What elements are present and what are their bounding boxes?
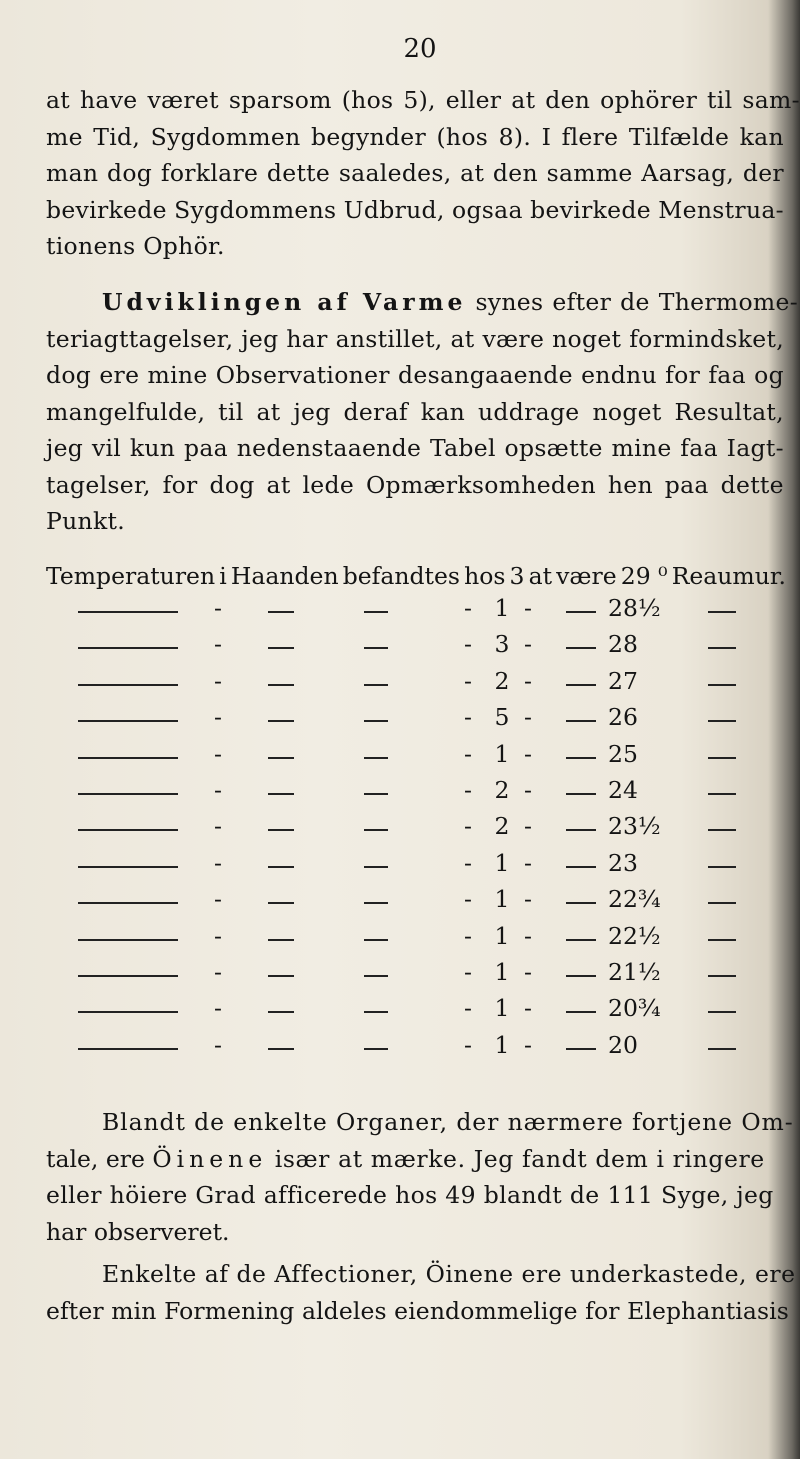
temperature-value: 27 — [608, 666, 638, 695]
header-word: i — [219, 562, 227, 590]
ditto-mark: - — [464, 666, 472, 695]
word: at — [450, 324, 475, 353]
ditto-mark: - — [464, 994, 472, 1023]
table-row — [46, 849, 786, 885]
word: de — [620, 288, 650, 316]
word: opsætte — [504, 434, 603, 462]
ditto-dash — [364, 757, 388, 759]
table-row — [46, 885, 786, 921]
ditto-dash — [364, 793, 388, 795]
word: formindsket, — [629, 324, 784, 353]
paragraph-eyes-line-4 — [46, 1214, 786, 1251]
text-line: især at mærke. Jeg fandt dem i ringere — [274, 1144, 765, 1173]
temperature-value: 28 — [608, 630, 638, 659]
ditto-dash — [708, 611, 736, 613]
table-row — [46, 594, 786, 630]
text-line: Blandt de enkelte Organer, der nærmere fortjene Om- — [102, 1108, 794, 1136]
ditto-mark: - — [464, 921, 472, 950]
word: for — [665, 361, 701, 389]
ditto-mark: - — [214, 812, 222, 841]
ditto-mark: - — [214, 703, 222, 732]
patient-count: 1 — [494, 594, 510, 622]
text-line: har observeret. — [46, 1217, 230, 1246]
ditto-mark: - — [214, 958, 222, 986]
ditto-mark: - — [524, 739, 532, 768]
ditto-dash — [566, 793, 596, 795]
patient-count: 2 — [494, 776, 510, 804]
header-word: Haanden — [230, 562, 339, 590]
ditto-mark: - — [464, 703, 472, 732]
word: 8). — [498, 122, 532, 151]
ditto-mark: - — [464, 848, 472, 877]
ditto-dash — [364, 866, 388, 868]
word: kan — [739, 122, 784, 151]
table-row — [46, 994, 786, 1030]
word: Tid, — [93, 122, 141, 151]
ditto-dash — [78, 793, 178, 795]
table-row — [46, 812, 786, 848]
temperature-value: 23 — [608, 848, 638, 877]
ditto-dash — [566, 757, 596, 759]
ditto-mark: - — [464, 885, 472, 914]
word: Resultat, — [674, 397, 784, 426]
ditto-dash — [78, 611, 178, 613]
ditto-mark: - — [524, 921, 532, 950]
ditto-dash — [708, 866, 736, 868]
ditto-mark: - — [214, 739, 222, 768]
ditto-mark: - — [524, 703, 532, 732]
table-row — [46, 776, 786, 812]
ditto-dash — [78, 902, 178, 904]
word: at — [511, 86, 536, 114]
section-eyes — [46, 1104, 796, 1329]
word: tionens — [46, 232, 136, 260]
word: efter — [552, 288, 612, 316]
ditto-dash — [708, 902, 736, 904]
text-line — [46, 394, 784, 431]
patient-count: 2 — [494, 666, 510, 695]
paragraph-eyes-line-2 — [46, 1141, 786, 1178]
ditto-dash — [268, 793, 294, 795]
paragraph-heat — [46, 284, 798, 540]
page-number: 20 — [403, 34, 437, 64]
word: nedenstaaende — [236, 434, 422, 462]
word: noget — [592, 397, 662, 426]
word: at — [460, 159, 485, 187]
ditto-dash — [364, 1048, 388, 1050]
word: at — [256, 397, 281, 426]
ditto-mark: - — [464, 776, 472, 804]
ditto-dash — [566, 1011, 596, 1013]
temperature-value: 23½ — [608, 812, 661, 841]
paragraph-eyes-line-1 — [46, 1104, 794, 1141]
ditto-dash — [364, 829, 388, 831]
patient-count: 1 — [494, 958, 510, 986]
text-line: Enkelte af de Affectioner, Öinene ere underkastede, ere — [102, 1260, 796, 1288]
ditto-dash — [364, 720, 388, 722]
ditto-dash — [78, 1011, 178, 1013]
word: kun — [129, 434, 176, 462]
word: og — [754, 361, 784, 389]
patient-count: 1 — [494, 739, 510, 768]
word: bevirkede — [530, 195, 651, 224]
word: faa — [680, 434, 718, 462]
ditto-dash — [708, 757, 736, 759]
ditto-dash — [566, 684, 596, 686]
ditto-dash — [364, 975, 388, 977]
ditto-dash — [268, 684, 294, 686]
ditto-mark: - — [464, 958, 472, 986]
ditto-mark: - — [464, 812, 472, 841]
ditto-mark: - — [524, 1030, 532, 1059]
ditto-dash — [268, 975, 294, 977]
word: (hos — [436, 122, 489, 151]
word: været — [147, 86, 219, 114]
ditto-mark: - — [214, 885, 222, 914]
ditto-dash — [78, 647, 178, 649]
word: faa — [708, 361, 746, 389]
ditto-dash — [78, 939, 178, 941]
word: saaledes, — [338, 159, 452, 187]
word: Ophör. — [143, 232, 225, 260]
word: jeg — [46, 434, 84, 462]
word: den — [545, 86, 591, 114]
text-line — [46, 192, 784, 229]
ditto-dash — [566, 866, 596, 868]
ditto-dash — [364, 939, 388, 941]
word: jeg — [241, 324, 279, 353]
header-word: hos — [464, 562, 506, 590]
temperature-value: 28½ — [608, 594, 661, 622]
word: dog — [46, 361, 92, 389]
word: at — [46, 86, 71, 114]
word: uddrage — [478, 397, 580, 426]
text-line — [46, 321, 784, 358]
ditto-dash — [364, 684, 388, 686]
word: sam- — [742, 86, 800, 114]
ditto-dash — [78, 684, 178, 686]
ditto-mark: - — [214, 594, 222, 622]
word: dette — [720, 470, 784, 499]
word: endnu — [581, 361, 657, 389]
ditto-mark: - — [214, 1030, 222, 1059]
word: have — [79, 86, 138, 114]
ditto-dash — [78, 757, 178, 759]
temperature-value: 22½ — [608, 921, 661, 950]
word: til — [218, 397, 244, 426]
text-line: eller höiere Grad afficerede hos 49 blandt de 111 Syge, jeg — [46, 1181, 774, 1209]
ditto-dash — [364, 647, 388, 649]
word: man — [46, 159, 99, 187]
ditto-dash — [78, 720, 178, 722]
ditto-mark: - — [464, 1030, 472, 1059]
ditto-dash — [566, 902, 596, 904]
ditto-mark: - — [464, 630, 472, 659]
word: at — [266, 470, 291, 499]
ditto-mark: - — [214, 630, 222, 659]
emphasized-word: Öinene — [152, 1144, 268, 1173]
word: for — [162, 470, 198, 499]
ditto-dash — [566, 939, 596, 941]
word: anstillet, — [335, 324, 443, 353]
ditto-dash — [708, 720, 736, 722]
word: I — [541, 122, 552, 151]
word: Tilfælde — [628, 122, 730, 151]
word: Menstrua- — [658, 195, 784, 224]
ditto-dash — [268, 757, 294, 759]
patient-count: 1 — [494, 1030, 510, 1059]
word: Sygdommen — [150, 122, 301, 151]
temperature-value: 24 — [608, 776, 638, 804]
header-word: 3 — [509, 562, 525, 590]
table-row — [46, 1031, 786, 1067]
temperature-value: 25 — [608, 739, 638, 768]
paragraph-eyes-line-3 — [46, 1177, 786, 1214]
ditto-dash — [566, 647, 596, 649]
word: Punkt. — [46, 507, 126, 535]
word: paa — [664, 470, 709, 499]
ditto-mark: - — [214, 776, 222, 804]
ditto-mark: - — [464, 739, 472, 768]
ditto-mark: - — [524, 812, 532, 841]
word: (hos — [341, 86, 394, 114]
ditto-dash — [78, 975, 178, 977]
table-row — [46, 703, 786, 739]
paragraph-menstruation — [46, 82, 800, 265]
word: være — [482, 324, 545, 353]
header-word: være — [556, 562, 617, 590]
word: Thermome- — [658, 288, 798, 316]
word: desangaaende — [398, 361, 573, 389]
text-line — [46, 155, 784, 192]
ditto-dash — [708, 793, 736, 795]
word: noget — [552, 324, 622, 353]
word: begynder — [310, 122, 426, 151]
word: dette — [266, 159, 331, 187]
word: synes — [475, 288, 544, 316]
word: Sygdommens — [174, 195, 337, 224]
ditto-dash — [268, 829, 294, 831]
table-row — [46, 922, 786, 958]
word: ere — [99, 361, 140, 389]
word: forklare — [160, 159, 259, 187]
ditto-dash — [268, 866, 294, 868]
ditto-mark: - — [524, 848, 532, 877]
word: vil — [91, 434, 122, 462]
word: der — [742, 159, 784, 187]
ditto-mark: - — [524, 630, 532, 659]
ditto-mark: - — [524, 958, 532, 986]
text-line — [46, 357, 784, 394]
ditto-dash — [708, 647, 736, 649]
header-word: Temperaturen — [46, 562, 216, 590]
word: deraf — [343, 397, 408, 426]
patient-count: 5 — [494, 703, 510, 732]
temperature-value: 22¾ — [608, 885, 661, 914]
ditto-dash — [268, 902, 294, 904]
patient-count: 1 — [494, 885, 510, 914]
table-row — [46, 740, 786, 776]
ditto-dash — [268, 939, 294, 941]
ditto-dash — [268, 1048, 294, 1050]
patient-count: 2 — [494, 812, 510, 841]
word: 5), — [403, 86, 436, 114]
ditto-mark: - — [524, 594, 532, 622]
text-line — [46, 503, 784, 540]
ditto-dash — [78, 829, 178, 831]
word: ogsaa — [452, 195, 523, 224]
word: har — [286, 324, 328, 353]
word: eller — [445, 86, 502, 114]
word: den — [492, 159, 538, 187]
word: me — [46, 122, 83, 151]
table-row — [46, 630, 786, 666]
paragraph-affections-line-1 — [46, 1256, 796, 1293]
ditto-mark: - — [464, 594, 472, 622]
text-line: tale, ere — [46, 1144, 145, 1173]
word: lede — [302, 470, 355, 499]
word: dog — [107, 159, 153, 187]
paragraph-affections-line-2 — [46, 1293, 789, 1330]
ditto-dash — [78, 866, 178, 868]
text-line — [46, 467, 784, 504]
ditto-dash — [708, 939, 736, 941]
text-line — [46, 82, 800, 119]
ditto-dash — [364, 902, 388, 904]
ditto-dash — [708, 829, 736, 831]
ditto-dash — [566, 1048, 596, 1050]
patient-count: 1 — [494, 994, 510, 1023]
ditto-dash — [78, 1048, 178, 1050]
temperature-value: 20 — [608, 1030, 638, 1059]
ditto-mark: - — [524, 776, 532, 804]
ditto-dash — [268, 611, 294, 613]
word: dog — [209, 470, 255, 499]
word: mine — [147, 361, 208, 389]
header-word: befandtes — [342, 562, 460, 590]
temperature-value: 21½ — [608, 958, 661, 986]
table-header — [46, 562, 786, 590]
text-line — [46, 228, 784, 265]
ditto-mark: - — [214, 921, 222, 950]
text-line — [46, 119, 784, 156]
table-row — [46, 667, 786, 703]
ditto-dash — [566, 975, 596, 977]
ditto-dash — [708, 1011, 736, 1013]
word: jeg — [293, 397, 331, 426]
ditto-mark: - — [214, 994, 222, 1023]
word: Opmærksomheden — [365, 470, 596, 499]
patient-count: 1 — [494, 921, 510, 950]
word: tagelser, — [46, 470, 151, 499]
word: flere — [561, 122, 619, 151]
word: hen — [607, 470, 653, 499]
temperature-value: 20¾ — [608, 994, 661, 1023]
word: teriagttagelser, — [46, 324, 234, 353]
header-word: Reaumur. — [671, 562, 786, 590]
ditto-dash — [708, 1048, 736, 1050]
ditto-dash — [566, 829, 596, 831]
word: mangelfulde, — [46, 397, 206, 426]
word: Aarsag, — [641, 159, 735, 187]
ditto-dash — [364, 611, 388, 613]
word: ophörer — [600, 86, 698, 114]
ditto-mark: - — [524, 666, 532, 695]
text-line — [46, 430, 784, 467]
word: paa — [183, 434, 228, 462]
word: Observationer — [215, 361, 390, 389]
ditto-mark: - — [214, 666, 222, 695]
emphasized-phrase: Udviklingen af Varme — [102, 288, 467, 316]
text-line — [46, 284, 798, 321]
ditto-dash — [268, 647, 294, 649]
ditto-dash — [364, 1011, 388, 1013]
ditto-mark: - — [524, 885, 532, 914]
word: Udbrud, — [343, 195, 445, 224]
header-word: at — [528, 562, 553, 590]
ditto-dash — [268, 720, 294, 722]
ditto-dash — [708, 975, 736, 977]
patient-count: 1 — [494, 848, 510, 877]
word: kan — [420, 397, 466, 426]
word: sparsom — [228, 86, 332, 114]
word: bevirkede — [46, 195, 167, 224]
ditto-dash — [566, 720, 596, 722]
header-word: 29 ⁰ — [620, 562, 668, 590]
ditto-dash — [566, 611, 596, 613]
word: til — [707, 86, 733, 114]
word: samme — [546, 159, 633, 187]
ditto-mark: - — [214, 848, 222, 877]
word: Tabel — [429, 434, 496, 462]
patient-count: 3 — [494, 630, 510, 659]
ditto-mark: - — [524, 994, 532, 1023]
temperature-value: 26 — [608, 703, 638, 732]
word: mine — [611, 434, 672, 462]
ditto-dash — [268, 1011, 294, 1013]
word: Iagt- — [726, 434, 784, 462]
ditto-dash — [708, 684, 736, 686]
table-row — [46, 958, 786, 994]
text-line: efter min Formening aldeles eiendommelige for Elephantiasis — [46, 1296, 789, 1325]
